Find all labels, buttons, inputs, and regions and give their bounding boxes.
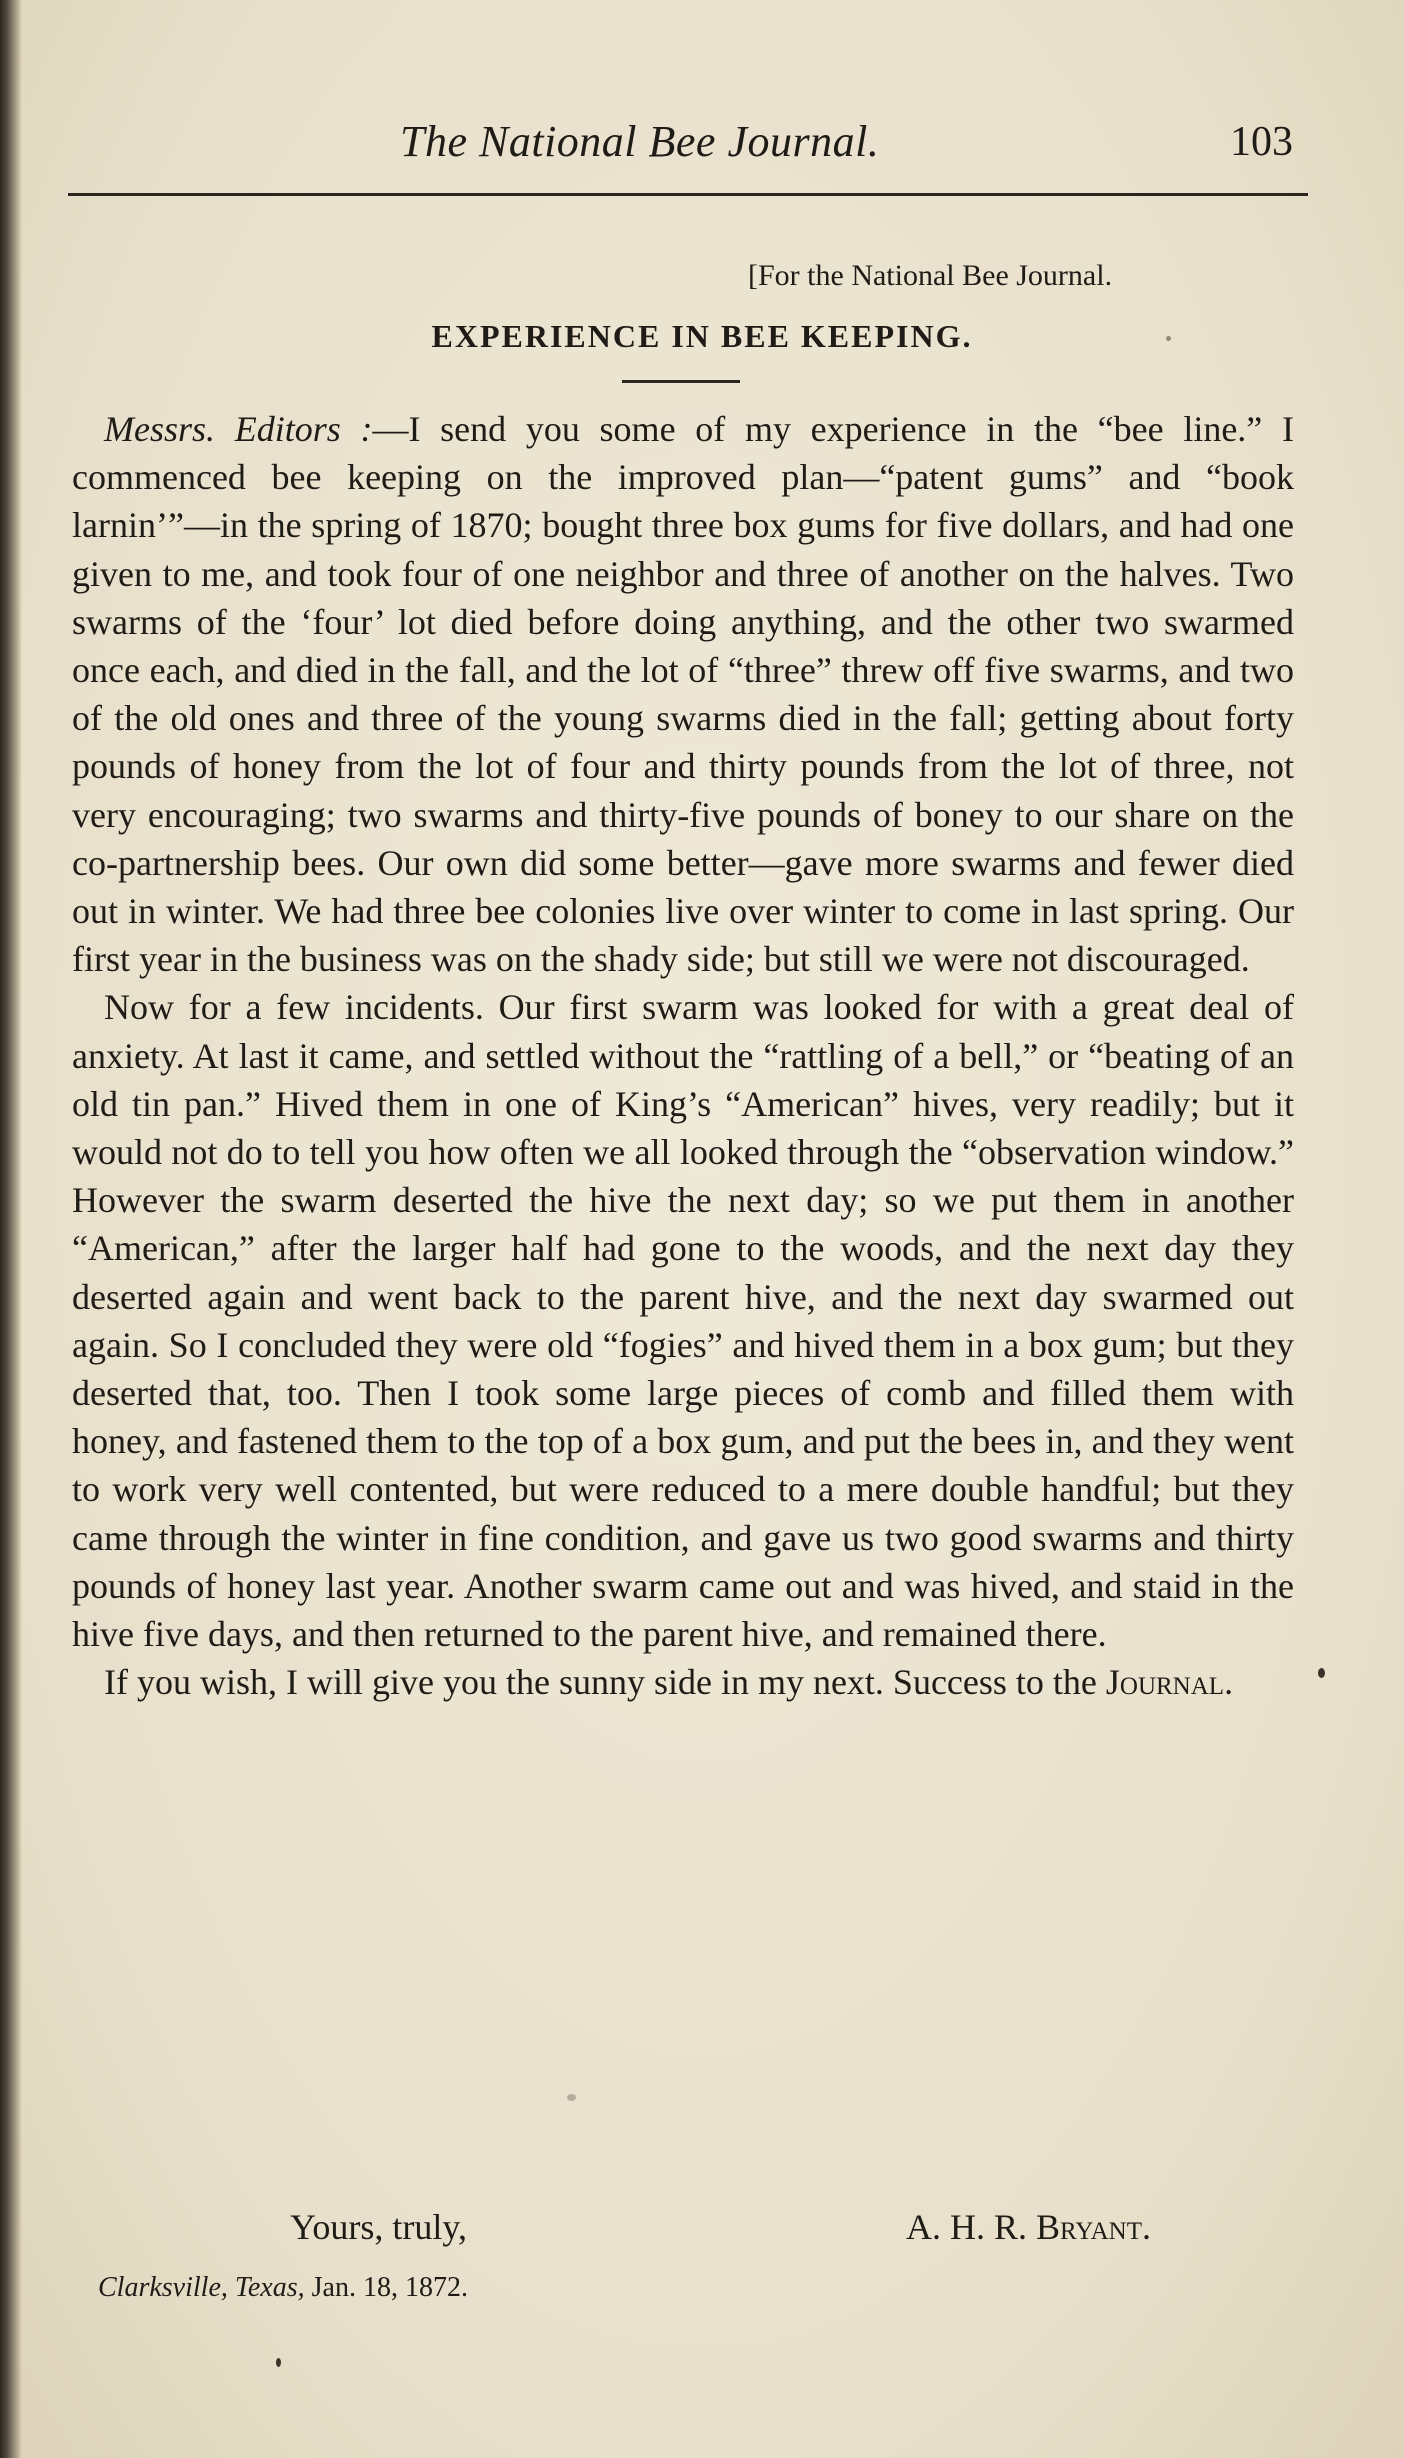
journal-mention: Journal [1105,1662,1225,1703]
paragraph-1-text: —I send you some of my experience in the “bee line.” I commenced bee keeping on the improved plan—“patent gums” and “book larnin’”—in the spring of 1870; bought three box gums for five dollars, and had one given to me, and took four of one neighbor and three of another on the halves. Two swarms of the ‘four’ lot died before doing anything, and the other two swarmed once each, and died in the fall, and the lot of “three” threw off five swarms, and two of the old ones and three of the young swarms died in the fall; getting about forty pounds of honey from the lot of four and thirty pounds from the lot of three, not very encouraging; two swarms and thirty-five pounds of boney to our share on the co-partnership bees. Our own did some better—gave more swarms and fewer died out in winter. We had three bee colonies live over winter to come in last spring. Our first year in the business was on the shady side; but still we were not discouraged. [72,409,1294,980]
article-title: EXPERIENCE IN BEE KEEPING. [431,318,973,354]
signature [906,2202,1151,2252]
ink-speck [1166,336,1171,341]
signature-initials: A. H. R. [906,2207,1037,2247]
title-rule [622,380,740,383]
paragraph-1 [72,405,1294,983]
binding-edge [0,0,22,2458]
article-body [72,405,1294,1706]
dateline [98,2266,468,2310]
closing-salutation: Yours, truly, [290,2207,468,2247]
ink-speck [1318,1668,1325,1678]
paragraph-2: Now for a few incidents. Our first swarm was looked for with a great deal of anxiety. At last it came, and settled without the “rattling of a bell,” or “beating of an old tin pan.” Hived them in one of King’s “American” hives, very readily; but it would not do to tell you how often we all looked through the “observation window.” However the swarm deserted the hive the next day; so we put them in another “American,” after the larger half had gone to the woods, and the next day they deserted again and went back to the parent hive, and the next day swarmed out again. So I concluded they were old “fogies” and hived them in a box gum; but they deserted that, too. Then I took some large pieces of comb and filled them with honey, and fastened them to the top of a box gum, and put the bees in, and they went to work very well contented, but were reduced to a mere double handful; but they came through the winter in fine condition, and gave us two good swarms and thirty pounds of honey last year. Another swarm came out and was hived, and staid in the hive five days, and then returned to the parent hive, and remained there. [72,987,1294,1655]
header-rule [68,193,1308,196]
signature-surname: Bryant. [1036,2207,1151,2247]
ink-speck [276,2358,281,2367]
ink-speck [567,2094,576,2101]
salutation: Messrs. Editors : [104,409,373,449]
paragraph-3-end: . [1224,1662,1234,1703]
dateline-date: Jan. 18, 1872. [304,2272,468,2303]
paragraph-3-text: If you wish, I will give you the sunny side in my next. Success to the [104,1662,1106,1703]
source-note: [For the National Bee Journal. [748,259,1113,292]
paragraph-3 [72,1658,1294,1706]
journal-title: The National Bee Journal. [400,117,880,166]
running-head [0,112,1404,172]
page-number: 103 [1230,119,1293,165]
dateline-place: Clarksville, Texas, [98,2272,305,2303]
closing-line [72,2202,1294,2252]
